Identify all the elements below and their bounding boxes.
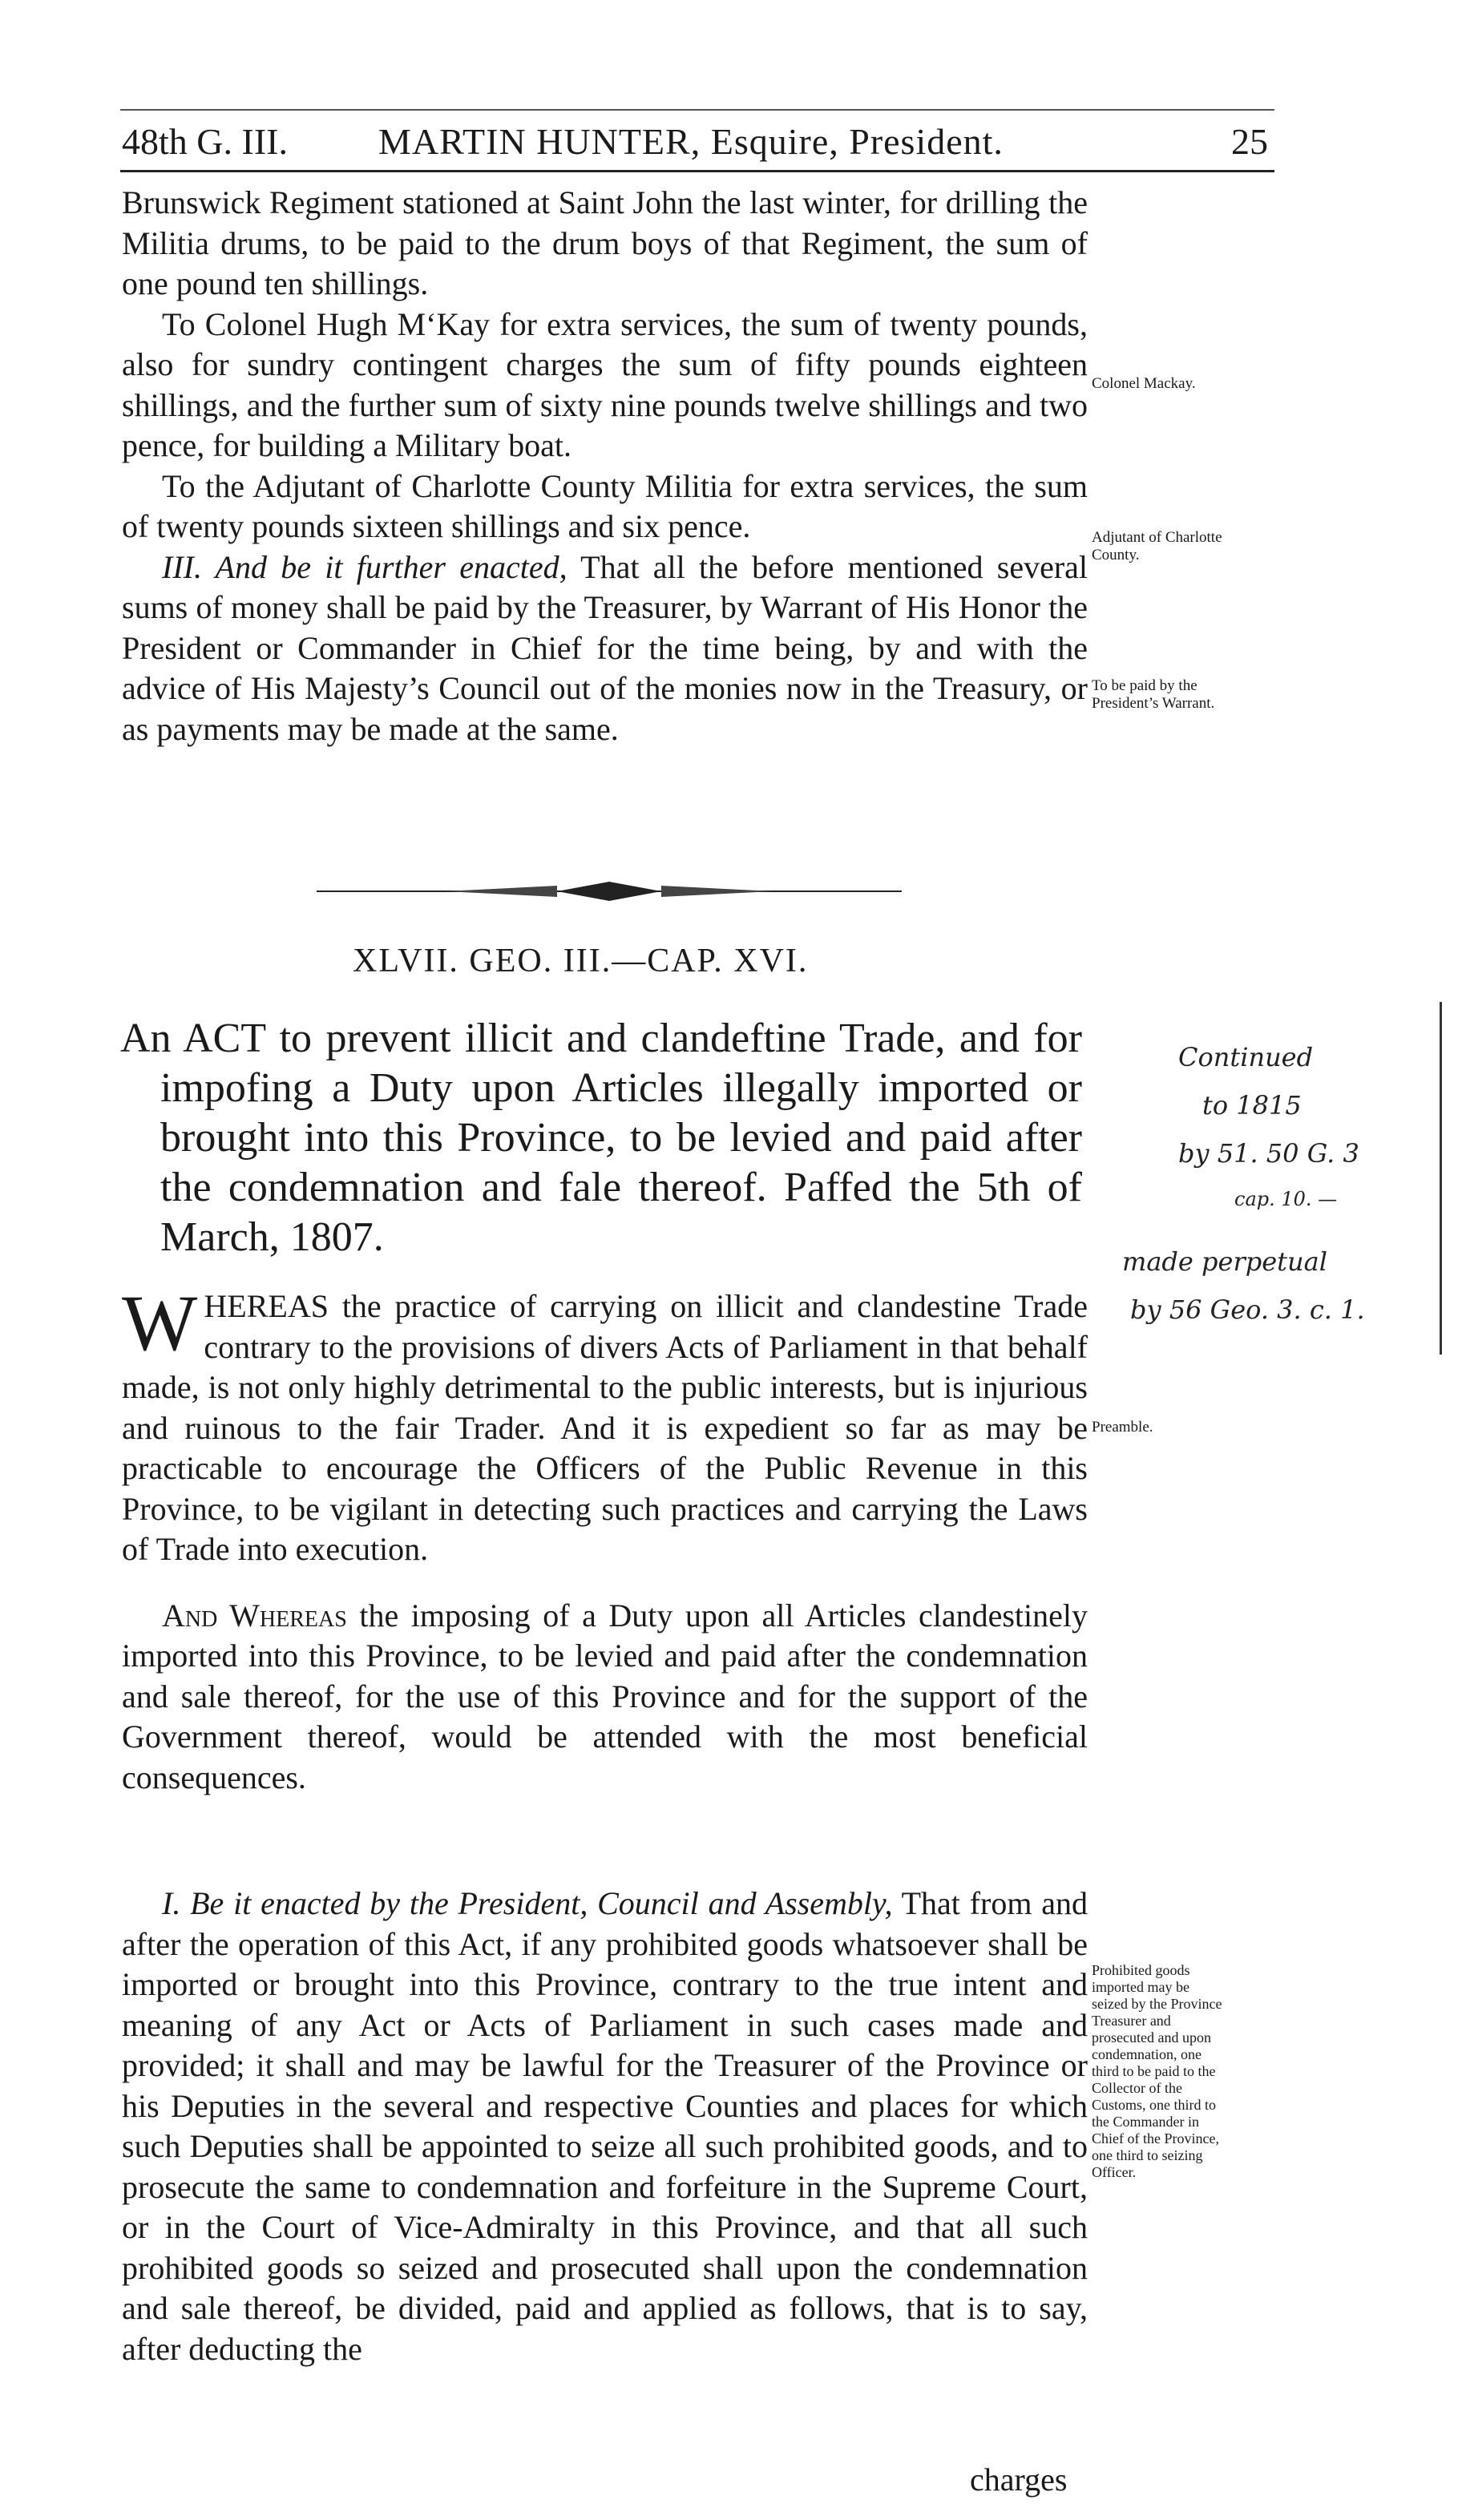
- act-title: [120, 1014, 1082, 1262]
- act-title-text: An ACT to prevent illicit and clandeftine Trade, and for impofing a Duty upon Articles illegally imported or brought into this Province, to be levied and paid after the condemnation and fale thereof. Paffed the 5th of March, 1807.: [120, 1016, 1082, 1260]
- drop-cap: W: [122, 1278, 198, 1367]
- preamble-paragraph: [122, 1278, 1088, 1570]
- section-iii-lead: III. And be it further enacted,: [162, 548, 567, 585]
- side-note-colonel: Colonel Mackay.: [1092, 375, 1196, 392]
- preamble-text: HEREAS the practice of carrying on illicit and clandestine Trade contrary to the provisions of divers Acts of Parliament in that behalf made, is not only highly detrimental to the public interests, but is injurious and ruinous to the fair Trader. And it is expedient so far as may be practicable to encourage the Officers of the Public Revenue in this Province, to be vigilant in detecting such practices and carrying the Laws of Trade into execution.: [122, 1288, 1088, 1567]
- section-appropriations: [122, 183, 1088, 749]
- side-note-prohibited: Prohibited goods imported may be seized by the Province Treasurer and prosecuted and upon condemnation, one third to be paid to the Collector of the Customs, one third to the Commander in Chief of the Province, one third to seizing Officer.: [1092, 1962, 1222, 2180]
- preamble-section: [122, 1278, 1088, 1798]
- section-iii-text: That all the before mentioned several sums of money shall be paid by the Treasurer, by Warrant of His Honor the President or Commander in Chief for the time being, by and with the advice of His Majesty’s Council out of the monies now in the Treasury, or as payments may be made at the same.: [122, 548, 1088, 747]
- header-title: MARTIN HUNTER, Esquire, President.: [378, 121, 1004, 162]
- whereas-text: the imposing of a Duty upon all Articles clandestinely imported into this Province, to be levied and paid after the condemnation and sale thereof, for the use of this Province and for the support of the Government thereof, would be attended with the most beneficial consequences.: [122, 1597, 1088, 1795]
- whereas-paragraph: [122, 1596, 1088, 1799]
- section-i: [122, 1884, 1088, 2369]
- header-regnal-year: 48th G. III.: [122, 121, 288, 162]
- whereas-lead: And Whereas: [162, 1597, 347, 1634]
- page-number: 25: [1231, 121, 1268, 162]
- paragraph-brunswick: Brunswick Regiment stationed at Saint John the last winter, for drilling the Militia drums, to be paid to the drum boys of that Regiment, the sum of one pound ten shillings.: [122, 184, 1088, 301]
- chapter-title: XLVII. GEO. III.—CAP. XVI.: [353, 943, 809, 979]
- running-header: [122, 120, 1276, 168]
- side-note-preamble: Preamble.: [1092, 1419, 1153, 1436]
- handwritten-continued: Continued: [1178, 1042, 1314, 1072]
- side-note-paid: To be paid by the President’s Warrant.: [1092, 677, 1215, 712]
- ornamental-divider: [317, 880, 902, 903]
- section-i-text: That from and after the operation of this Act, if any prohibited goods whatsoever shall be imported or brought into this Province, contrary to the true intent and meaning of any Act or Acts of Parliament in such cases made and provided; it shall and may be lawful for the Treasurer of the Province or his Deputies in the several and respective Counties and places for which such Deputies shall be appointed to seize all such prohibited goods, and to prosecute the same to condemnation and forfeiture in the Supreme Court, or in the Court of Vice-Admiralty in this Province, and that all such prohibited goods so seized and prosecuted shall upon the condemnation and sale thereof, be divided, paid and applied as follows, that is to say, after deducting the: [122, 1885, 1088, 2367]
- catchword: charges: [970, 2461, 1068, 2498]
- handwritten-by-56-geo: by 56 Geo. 3. c. 1.: [1130, 1294, 1365, 1325]
- paragraph-adjutant: To the Adjutant of Charlotte County Militia for extra services, the sum of twenty pounds sixteen shillings and six pence.: [122, 467, 1088, 544]
- paragraph-colonel-mackay: To Colonel Hugh M‘Kay for extra services, the sum of twenty pounds, also for sundry contingent charges the sum of fifty pounds eighteen shillings, and the further sum of sixty nine pounds twelve shillings and two pence, for building a Military boat.: [122, 305, 1088, 463]
- handwritten-cap: cap. 10. —: [1234, 1188, 1338, 1210]
- section-i-lead: I. Be it enacted by the President, Council and Assembly,: [162, 1885, 893, 1921]
- section-i-paragraph: [122, 1884, 1088, 2369]
- handwritten-statute: by 51. 50 G. 3: [1178, 1138, 1359, 1169]
- paragraph-section-iii: [122, 547, 1088, 750]
- header-rule: [120, 170, 1274, 172]
- side-note-adjutant: Adjutant of Charlotte County.: [1092, 529, 1222, 563]
- margin-bar: [1440, 1002, 1442, 1355]
- top-rule: [120, 109, 1274, 111]
- handwritten-perpetual: made perpetual: [1122, 1246, 1327, 1277]
- handwritten-to-1815: to 1815: [1202, 1090, 1302, 1121]
